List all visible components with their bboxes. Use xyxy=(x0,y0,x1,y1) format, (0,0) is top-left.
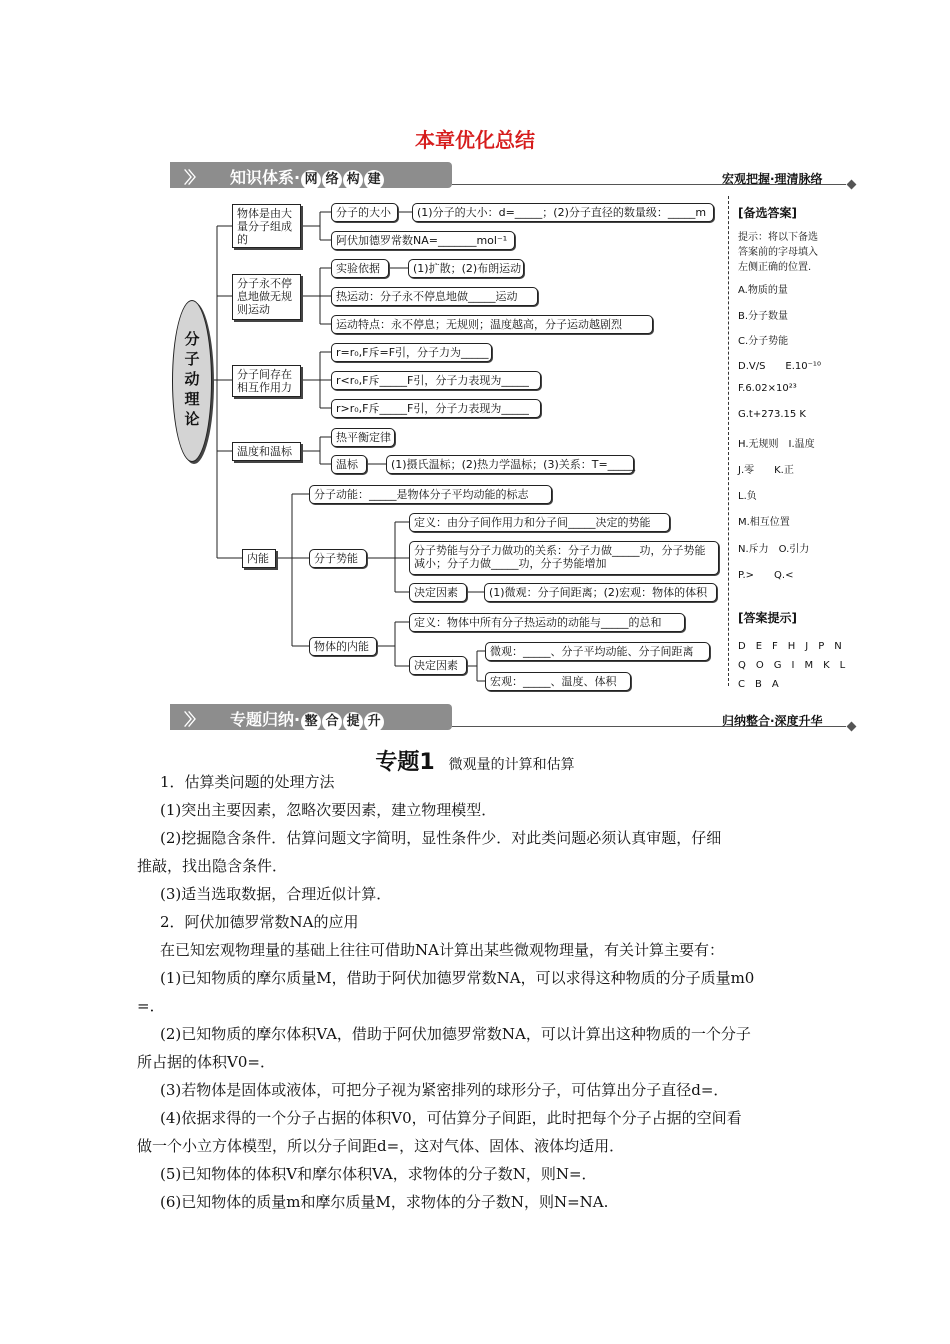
node-potential-factor: 决定因素 xyxy=(409,583,467,602)
paragraph: (6)已知物体的质量m和摩尔质量M，求物体的分子数N，则N=NA. xyxy=(160,1193,609,1211)
answer-option: M.相互位置 xyxy=(738,517,790,528)
answer-option: B.分子数量 xyxy=(738,311,789,322)
paragraph: 推敲，找出隐含条件． xyxy=(137,857,288,875)
paragraph: =． xyxy=(137,997,165,1015)
answer-option: A.物质的量 xyxy=(738,285,788,296)
node-thermal-equilibrium: 热平衡定律 xyxy=(331,428,395,447)
answer-key-row: C B A xyxy=(738,679,779,690)
paragraph: (5)已知物体的体积V和摩尔体积VA，求物体的分子数N，则N=． xyxy=(160,1165,597,1183)
node-temperature-scale: 温标 xyxy=(331,455,367,474)
banner-subtitle: 归纳整合·深度升华 xyxy=(722,714,823,728)
answer-option: P.> Q.< xyxy=(738,570,794,581)
answer-option: F.6.02×10²³ xyxy=(738,383,797,394)
node-temperature-scale-detail: (1)摄氏温标；(2)热力学温标；(3)关系：T=_____ xyxy=(386,455,634,474)
node-force-greater: r>r₀,F斥_____F引，分子力表现为_____ xyxy=(331,399,541,418)
topic-molecular-force: 分子间存在相互作用力 xyxy=(232,365,301,397)
answer-key-header: [答案提示] xyxy=(738,611,797,625)
node-avogadro: 阿伏加德罗常数NA=_______mol⁻¹ xyxy=(331,231,515,250)
paragraph: (4)依据求得的一个分子占据的体积V0，可估算分子间距，此时把每个分子占据的空间看 xyxy=(160,1109,742,1127)
answer-hint: 提示：将以下备选 xyxy=(738,232,818,243)
paragraph: 2．阿伏加德罗常数NA的应用 xyxy=(160,913,359,931)
paragraph: (3)适当选取数据，合理近似计算． xyxy=(160,885,392,903)
answer-option: H.无规则 I.温度 xyxy=(738,439,815,450)
banner-subtitle: 宏观把握·理清脉络 xyxy=(722,172,823,186)
node-potential-factor-detail: (1)微观：分子间距离；(2)宏观：物体的体积 xyxy=(484,583,717,602)
topic-molecule-composition: 物体是由大量分子组成的 xyxy=(232,204,301,248)
node-experiment-detail: (1)扩散；(2)布朗运动 xyxy=(408,259,524,278)
double-chevron-icon: 〉〉 xyxy=(184,710,201,729)
node-motion-features: 运动特点：永不停息；无规则；温度越高，分子运动越剧烈 xyxy=(331,315,653,334)
answer-option: N.斥力 O.引力 xyxy=(738,544,810,555)
banner-title: 专题归纳· 整 合 提 升 xyxy=(230,707,384,732)
answer-divider xyxy=(728,196,729,686)
answer-option: J.零 K.正 xyxy=(738,465,794,476)
answer-option: C.分子势能 xyxy=(738,336,789,347)
paragraph: (3)若物体是固体或液体，可把分子视为紧密排列的球形分子，可估算出分子直径d=． xyxy=(160,1081,729,1099)
node-force-less: r<r₀,F斥_____F引，分子力表现为_____ xyxy=(331,371,541,390)
double-chevron-icon: 〉〉 xyxy=(184,168,201,187)
answer-option: G.t+273.15 K xyxy=(738,409,806,420)
node-potential-relation: 分子势能与分子力做功的关系：分子力做_____功，分子势能减小；分子力做_____功，分子势能增加 xyxy=(409,541,719,575)
mindmap-root: 分子动理论 xyxy=(172,300,212,462)
node-molecule-size-detail: (1)分子的大小：d=_____；(2)分子直径的数量级：_____m xyxy=(412,203,714,222)
node-potential-def: 定义：由分子间作用力和分子间_____决定的势能 xyxy=(409,513,670,532)
paragraph: (2)已知物质的摩尔体积VA，借助于阿伏加德罗常数NA，可以计算出这种物质的一个分子 xyxy=(160,1025,751,1043)
topic-internal-energy: 内能 xyxy=(242,549,276,568)
paragraph: 在已知宏观物理量的基础上往往可借助NA计算出某些微观物理量，有关计算主要有： xyxy=(160,941,724,959)
section-title: 微观量的计算和估算 xyxy=(448,757,575,773)
node-force-equal: r=r₀,F斥=F引，分子力为_____ xyxy=(331,343,492,362)
topic-temperature: 温度和温标 xyxy=(232,442,301,461)
paragraph: 1．估算类问题的处理方法 xyxy=(160,773,335,791)
node-kinetic-energy: 分子动能：_____是物体分子平均动能的标志 xyxy=(309,485,552,504)
answer-header: [备选答案] xyxy=(738,206,797,220)
answer-option: D.V/S E.10⁻¹⁰ xyxy=(738,361,821,372)
banner-title: 知识体系· 网 络 构 建 xyxy=(230,165,384,190)
section-label: 专题1 xyxy=(375,750,435,775)
node-potential-energy: 分子势能 xyxy=(309,549,367,568)
node-internal-macro: 宏观：_____、温度、体积 xyxy=(485,672,631,691)
diamond-icon xyxy=(847,722,857,732)
node-internal-def: 定义：物体中所有分子热运动的动能与_____的总和 xyxy=(409,613,685,632)
paragraph: 所占据的体积V0=． xyxy=(137,1053,275,1071)
answer-option: L.负 xyxy=(738,491,757,502)
answer-hint: 左侧正确的位置. xyxy=(738,262,812,273)
node-molecule-size: 分子的大小 xyxy=(331,203,398,222)
paragraph: (1)突出主要因素，忽略次要因素，建立物理模型． xyxy=(160,801,497,819)
page-title: 本章优化总结 xyxy=(415,128,535,152)
answer-key-row: D E F H J P N xyxy=(738,641,842,652)
topic-summary-banner xyxy=(170,704,860,730)
answer-key-row: Q O G I M K L xyxy=(738,660,846,671)
paragraph: (2)挖掘隐含条件．估算问题文字简明，显性条件少．对此类问题必须认真审题，仔细 xyxy=(160,829,722,847)
paragraph: 做一个小立方体模型，所以分子间距d=，这对气体、固体、液体均适用． xyxy=(137,1137,625,1155)
node-experiment: 实验依据 xyxy=(331,259,389,278)
node-thermal-motion: 热运动：分子永不停息地做_____运动 xyxy=(331,287,538,306)
node-internal-micro: 微观：_____、分子平均动能、分子间距离 xyxy=(485,642,710,661)
answer-hint: 答案前的字母填入 xyxy=(738,247,818,258)
topic-molecular-motion: 分子永不停息地做无规则运动 xyxy=(232,274,301,320)
paragraph: (1)已知物质的摩尔质量M，借助于阿伏加德罗常数NA，可以求得这种物质的分子质量m0 xyxy=(160,969,755,987)
node-internal-factor: 决定因素 xyxy=(409,656,467,675)
node-object-internal-energy: 物体的内能 xyxy=(309,637,377,656)
